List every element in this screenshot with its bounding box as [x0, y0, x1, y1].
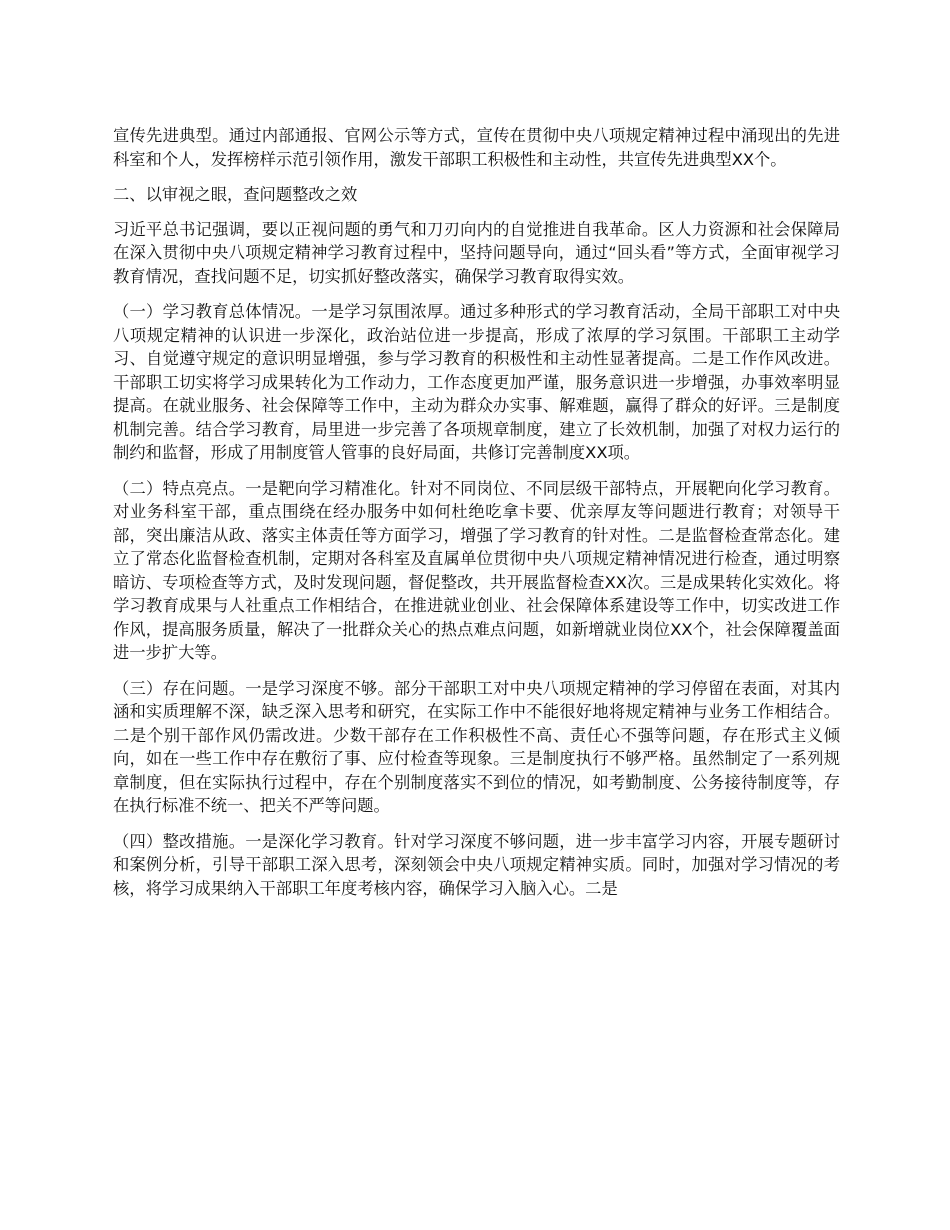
paragraph-problems: （三）存在问题。一是学习深度不够。部分干部职工对中央八项规定精神的学习停留在表面，对其内涵和实质理解不深，缺乏深入思考和研究，在实际工作中不能很好地将规定精神与业务工作相结合。二是个别干部作风仍需改进。少数干部存在工作积极性不高、责任心不强等问题，存在形式主义倾向，如在一些工作中存在敷衍了事、应付检查等现象。三是制度执行不够严格。虽然制定了一系列规章制度，但在实际执行过程中，存在个别制度落实不到位的情况，如考勤制度、公务接待制度等，存在执行标准不统一、把关不严等问题。 — [113, 678, 840, 815]
paragraph-commendation: 宣传先进典型。通过内部通报、官网公示等方式，宣传在贯彻中央八项规定精神过程中涌现出的先进科室和个人，发挥榜样示范引领作用，激发干部职工积极性和主动性，共宣传先进典型XX个。 — [113, 126, 840, 169]
paragraph-overall-situation: （一）学习教育总体情况。一是学习氛围浓厚。通过多种形式的学习教育活动，全局干部职工对中央八项规定精神的认识进一步深化，政治站位进一步提高，形成了浓厚的学习氛围。干部职工主动学习、自觉遵守规定的意识明显增强，参与学习教育的积极性和主动性显著提高。二是工作作风改进。干部职工切实将学习成果转化为工作动力，工作态度更加严谨，服务意识进一步增强，办事效率明显提高。在就业服务、社会保障等工作中，主动为群众办实事、解难题，赢得了群众的好评。三是制度机制完善。结合学习教育，局里进一步完善了各项规章制度，建立了长效机制，加强了对权力运行的制约和监督，形成了用制度管人管事的良好局面，共修订完善制度XX项。 — [113, 302, 840, 462]
document-body — [113, 124, 840, 912]
paragraph-highlights: （二）特点亮点。一是靶向学习精准化。针对不同岗位、不同层级干部特点，开展靶向化学习教育。对业务科室干部，重点围绕在经办服务中如何杜绝吃拿卡要、优亲厚友等问题进行教育；对领导干部，突出廉洁从政、落实主体责任等方面学习，增强了学习教育的针对性。二是监督检查常态化。建立了常态化监督检查机制，定期对各科室及直属单位贯彻中央八项规定精神情况进行检查，通过明察暗访、专项检查等方式，及时发现问题，督促整改，共开展监督检查XX次。三是成果转化实效化。将学习教育成果与人社重点工作相结合，在推进就业创业、社会保障体系建设等工作中，切实改进工作作风，提高服务质量，解决了一批群众关心的热点难点问题，如新增就业岗位XX个，社会保障覆盖面进一步扩大等。 — [113, 478, 840, 662]
paragraph-intro: 习近平总书记强调，要以正视问题的勇气和刀刃向内的自觉推进自我革命。区人力资源和社会保障局在深入贯彻中央八项规定精神学习教育过程中，坚持问题导向，通过“回头看”等方式，全面审视学习教育情况，查找问题不足，切实抓好整改落实，确保学习教育取得实效。 — [113, 219, 840, 286]
paragraph-rectification: （四）整改措施。一是深化学习教育。针对学习深度不够问题，进一步丰富学习内容，开展专题研讨和案例分析，引导干部职工深入思考，深刻领会中央八项规定精神实质。同时，加强对学习情况的考核，将学习成果纳入干部职工年度考核内容，确保学习入脑入心。二是 — [113, 831, 840, 898]
section-heading-2: 二、以审视之眼，查问题整改之效 — [113, 185, 358, 204]
